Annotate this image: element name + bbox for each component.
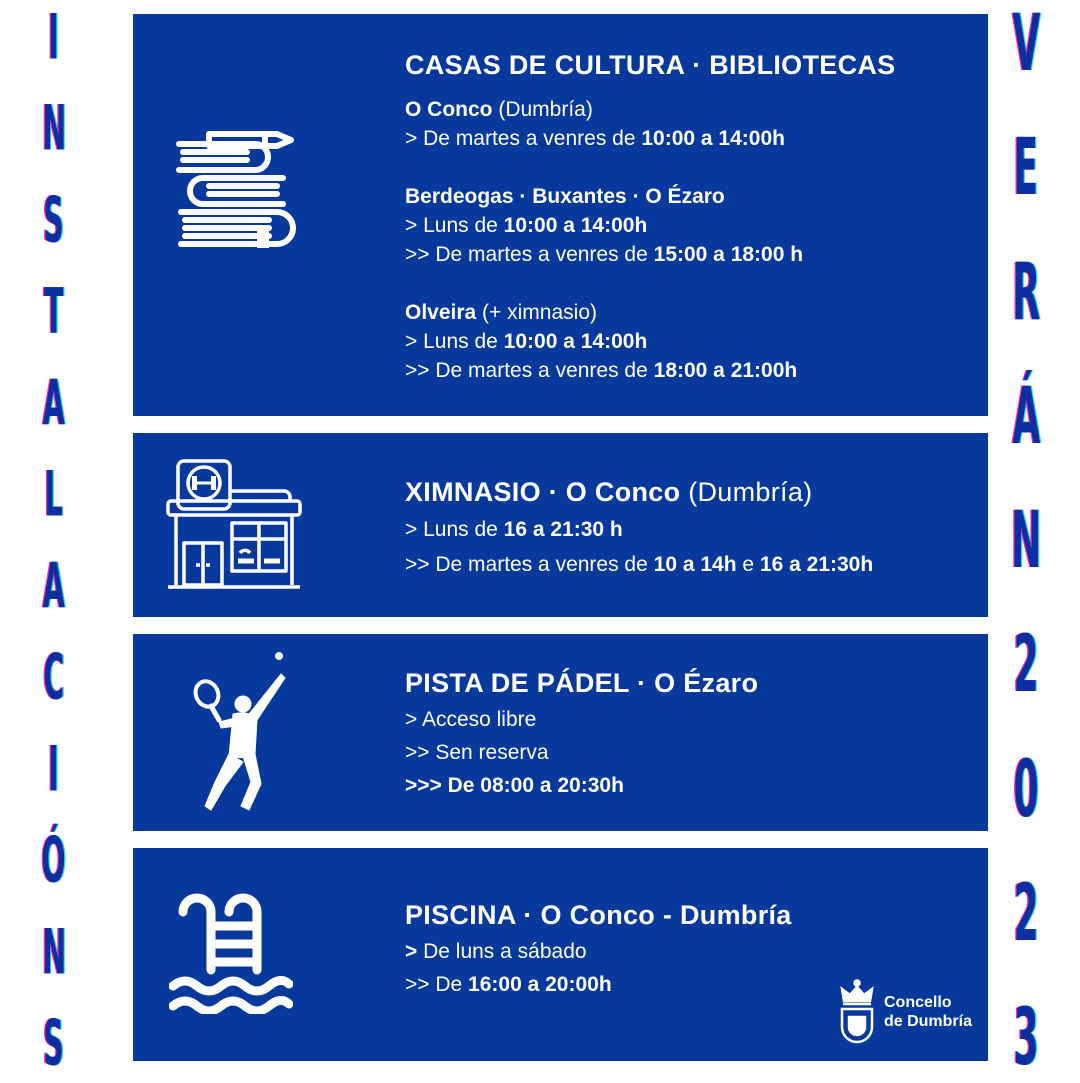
vertical-title-veran2023: [986, 0, 1066, 1083]
schedule-label: > Luns de: [405, 518, 504, 541]
schedule-label: >> De martes a venres de: [405, 553, 654, 576]
schedule-line: [405, 512, 968, 547]
schedule-line: [405, 935, 968, 968]
schedule-label: > De martes a venres de: [405, 127, 642, 150]
schedule-line: [405, 240, 968, 269]
title-letter: Ó: [41, 823, 67, 897]
location-extra: (+ ximnasio): [476, 301, 597, 324]
title-letter: C: [43, 640, 65, 714]
vertical-title-instalacions: [14, 0, 94, 1080]
padel-player-icon: [189, 650, 299, 816]
info-line: > Acceso libre: [405, 708, 537, 731]
panel-casas-de-cultura: [133, 14, 988, 416]
title-letter: Á: [1012, 369, 1040, 462]
schedule-label: >> De: [405, 973, 469, 996]
logo-line2: de Dumbría: [883, 1013, 972, 1030]
location-line: [405, 298, 968, 327]
schedule-label: >> De martes a venres de: [405, 243, 654, 266]
schedule-time: 16:00 a 20:00h: [468, 973, 612, 996]
schedule-time: 10:00 a 14:00h: [641, 127, 785, 150]
schedule-label: > Luns de: [405, 330, 504, 353]
location-name: O Conco: [405, 98, 493, 121]
schedule-line: [405, 327, 968, 356]
panel-ximnasio: [133, 433, 988, 617]
ximnasio-content: [405, 477, 968, 582]
logo-text: [884, 993, 972, 1031]
info-line: >> Sen reserva: [405, 741, 549, 764]
panel-title: PISTA DE PÁDEL · O Ézaro: [405, 668, 759, 698]
title-letter: E: [1013, 121, 1039, 214]
schedule-arrow: >: [405, 940, 418, 963]
pool-ladder-icon: [169, 886, 293, 1014]
gym-building-icon: [166, 457, 302, 593]
schedule-time: 10 a 14h: [653, 553, 737, 576]
books-icon: [173, 122, 303, 254]
panel-piscina: [133, 848, 988, 1061]
schedule-time: 15:00 a 18:00 h: [653, 243, 804, 266]
title-letter: T: [44, 274, 64, 348]
schedule-line: [405, 356, 968, 385]
title-letter: N: [42, 92, 66, 165]
schedule-time: 10:00 a 14:00h: [503, 330, 648, 353]
title-letter: I: [48, 0, 60, 74]
panel-title: CASAS DE CULTURA · BIBLIOTECAS: [405, 50, 896, 80]
schedule-time: 16 a 21:30 h: [503, 518, 623, 541]
panel-title-place: (Dumbría): [680, 477, 813, 507]
crown-shield-icon: [838, 979, 876, 1045]
title-letter: S: [43, 1006, 65, 1080]
panel-title: PISCINA · O Conco - Dumbría: [405, 900, 792, 930]
title-letter: N: [1010, 494, 1042, 586]
schedule-label: >> De martes a venres de: [405, 359, 654, 382]
title-letter: R: [1012, 245, 1040, 338]
location-line: [405, 95, 968, 124]
concello-logo: [838, 979, 972, 1045]
location-place: (Dumbría): [492, 98, 593, 121]
schedule-time: 18:00 a 21:00h: [653, 359, 798, 382]
schedule-conjunction: e: [736, 553, 760, 576]
schedule-line: [405, 547, 968, 582]
location-name: Olveira: [405, 301, 477, 324]
location-line: [405, 182, 968, 211]
panel-title-main: XIMNASIO · O Conco: [405, 477, 681, 507]
schedule-time: 16 a 21:30h: [759, 553, 874, 576]
title-letter: 2: [1013, 618, 1039, 711]
schedule-label: > Luns de: [405, 214, 504, 237]
logo-line1: Concello: [883, 994, 952, 1011]
title-letter: A: [42, 366, 66, 440]
title-letter: 3: [1013, 991, 1039, 1083]
title-letter: S: [43, 183, 65, 257]
padel-content: [405, 668, 968, 802]
title-letter: L: [44, 457, 64, 531]
schedule-time: 10:00 a 14:00h: [503, 214, 648, 237]
schedule-time: >>> De 08:00 a 20:30h: [405, 774, 624, 797]
panel-title: [405, 477, 968, 508]
title-letter: 0: [1013, 742, 1039, 835]
schedule-line: [405, 211, 968, 240]
title-letter: 2: [1013, 866, 1039, 959]
schedule-line: [405, 769, 968, 802]
title-letter: N: [42, 915, 66, 988]
title-letter: I: [48, 732, 60, 806]
cultura-content: [405, 50, 968, 385]
location-name: Berdeogas · Buxantes · O Ézaro: [405, 185, 725, 208]
title-letter: V: [1012, 0, 1040, 89]
schedule-label: De luns a sábado: [417, 940, 587, 963]
schedule-line: [405, 124, 968, 153]
panel-pista-padel: [133, 634, 988, 831]
title-letter: A: [42, 549, 66, 623]
